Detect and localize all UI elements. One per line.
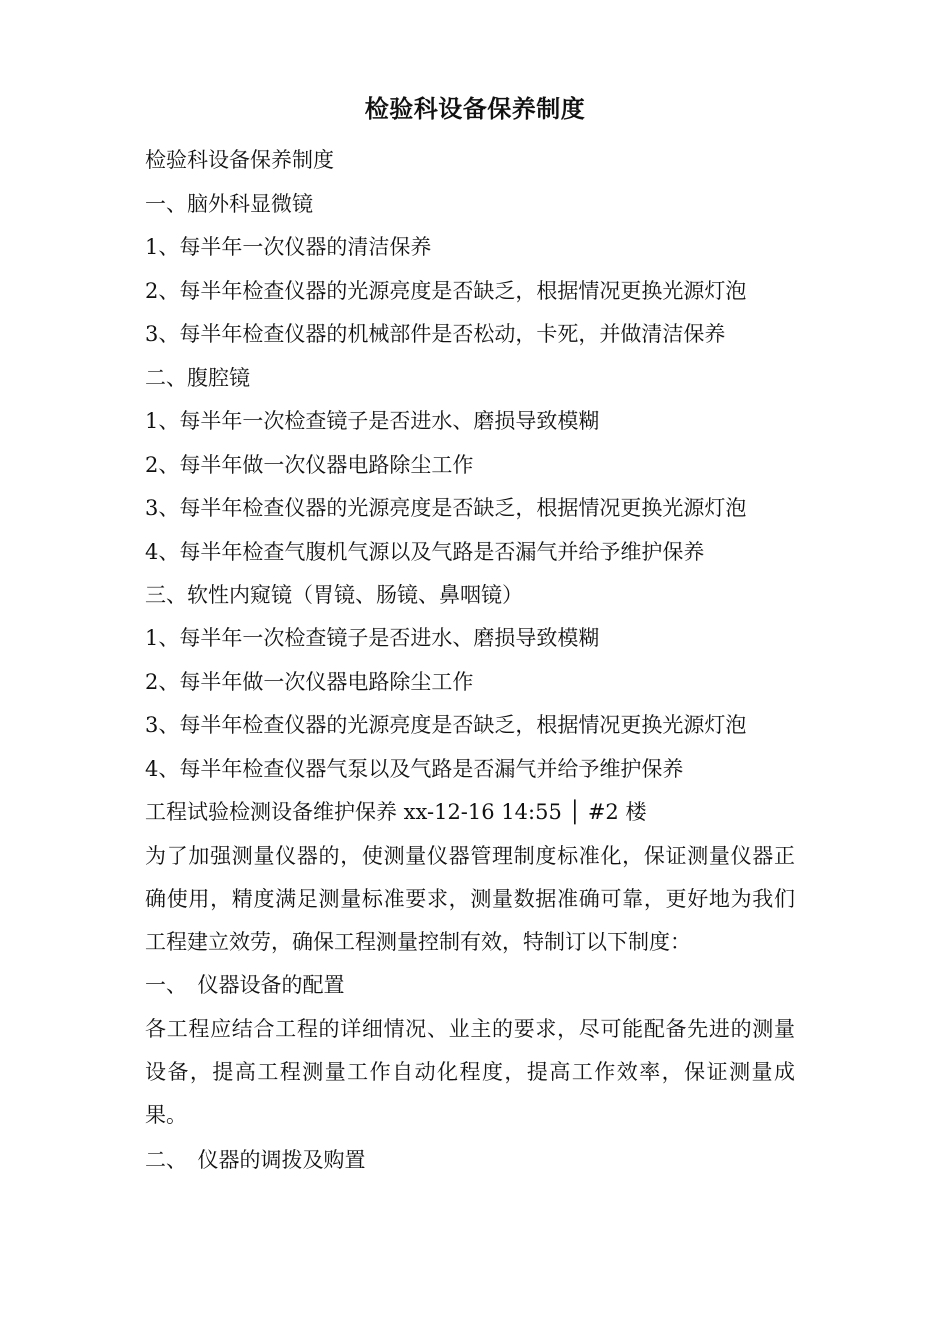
list-item: 2、每半年做一次仪器电路除尘工作 bbox=[145, 670, 474, 694]
list-item: 1、每半年一次检查镜子是否进水、磨损导致模糊 bbox=[145, 626, 600, 650]
list-item: 2、每半年检查仪器的光源亮度是否缺乏，根据情况更换光源灯泡 bbox=[145, 279, 747, 303]
document-title: 检验科设备保养制度 bbox=[364, 94, 586, 123]
section-heading-microscope: 一、脑外科显微镜 bbox=[145, 192, 313, 216]
post-meta-line: 工程试验检测设备维护保养 xx-12-16 14:55 │ #2 楼 bbox=[145, 800, 647, 824]
configuration-paragraph: 各工程应结合工程的详细情况、业主的要求，尽可能配备先进的测量设备，提高工程测量工作自动化程度，提高工作效率，保证测量成果。 bbox=[145, 1017, 795, 1127]
list-item: 1、每半年一次仪器的清洁保养 bbox=[145, 235, 432, 259]
section-heading-endoscope: 三、软性内窥镜（胃镜、肠镜、鼻咽镜） bbox=[145, 583, 523, 607]
list-item: 4、每半年检查仪器气泵以及气路是否漏气并给予维护保养 bbox=[145, 757, 684, 781]
list-item: 3、每半年检查仪器的机械部件是否松动，卡死，并做清洁保养 bbox=[145, 322, 726, 346]
section-heading-allocation: 二、 仪器的调拨及购置 bbox=[145, 1148, 366, 1172]
list-item: 3、每半年检查仪器的光源亮度是否缺乏，根据情况更换光源灯泡 bbox=[145, 713, 747, 737]
list-item: 1、每半年一次检查镜子是否进水、磨损导致模糊 bbox=[145, 409, 600, 433]
intro-paragraph: 为了加强测量仪器的，使测量仪器管理制度标准化，保证测量仪器正确使用，精度满足测量标准要求，测量数据准确可靠，更好地为我们工程建立效劳，确保工程测量控制有效，特制订以下制度： bbox=[145, 844, 795, 954]
list-item: 3、每半年检查仪器的光源亮度是否缺乏，根据情况更换光源灯泡 bbox=[145, 496, 747, 520]
subtitle-line: 检验科设备保养制度 bbox=[145, 148, 334, 172]
section-heading-configuration: 一、 仪器设备的配置 bbox=[145, 973, 345, 997]
list-item: 4、每半年检查气腹机气源以及气路是否漏气并给予维护保养 bbox=[145, 540, 705, 564]
section-heading-laparoscope: 二、腹腔镜 bbox=[145, 366, 250, 390]
list-item: 2、每半年做一次仪器电路除尘工作 bbox=[145, 453, 474, 477]
